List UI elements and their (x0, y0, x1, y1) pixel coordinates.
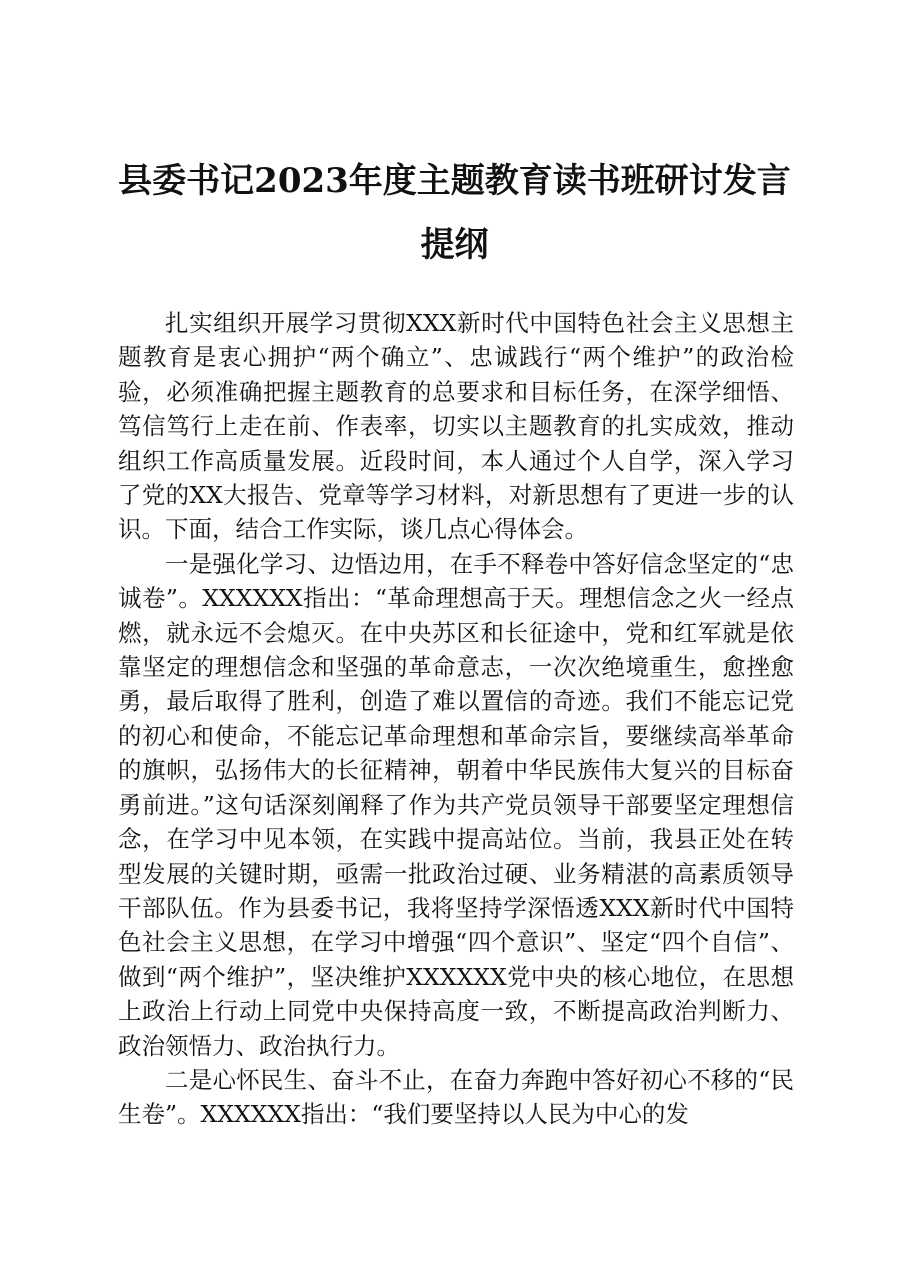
paragraph-point-one: 一是强化学习、边悟边用，在手不释卷中答好信念坚定的“忠诚卷”。XXXXXX指出：“革命理想高于天。理想信念之火一经点燃，就永远不会熄灭。在中央苏区和长征途中，党和红军就是依靠坚定的理想信念和坚强的革命意志，一次次绝境重生，愈挫愈勇，最后取得了胜利，创造了难以置信的奇迹。我们不能忘记党的初心和使命，不能忘记革命理想和革命宗旨，要继续高举革命的旗帜，弘扬伟大的长征精神，朝着中华民族伟大复兴的目标奋勇前进。”这句话深刻阐释了作为共产党员领导干部要坚定理想信念，在学习中见本领，在实践中提高站位。当前，我县正处在转型发展的关键时期，亟需一批政治过硬、业务精湛的高素质领导干部队伍。作为县委书记，我将坚持学深悟透XXX新时代中国特色社会主义思想，在学习中增强“四个意识”、坚定“四个自信”、做到“两个维护”，坚决维护XXXXXX党中央的核心地位，在思想上政治上行动上同党中央保持高度一致，不断提高政治判断力、政治领悟力、政治执行力。 (118, 549, 794, 1060)
document-title-line-1: 县委书记2023年度主题教育读书班研讨发言 (118, 161, 791, 201)
paragraph-point-two: 二是心怀民生、奋斗不止，在奋力奔跑中答好初心不移的“民生卷”。XXXXXX指出：“我们要坚持以人民为中心的发 (118, 1065, 794, 1129)
document-title-line-2: 提纲 (420, 225, 489, 265)
paragraph-intro: 扎实组织开展学习贯彻XXX新时代中国特色社会主义思想主题教育是衷心拥护“两个确立”、忠诚践行“两个维护”的政治检验，必须准确把握主题教育的总要求和目标任务，在深学细悟、笃信笃行上走在前、作表率，切实以主题教育的扎实成效，推动组织工作高质量发展。近段时间，本人通过个人自学，深入学习了党的XX大报告、党章等学习材料，对新思想有了更进一步的认识。下面，结合工作实际，谈几点心得体会。 (118, 309, 794, 544)
document-body (118, 306, 794, 1132)
